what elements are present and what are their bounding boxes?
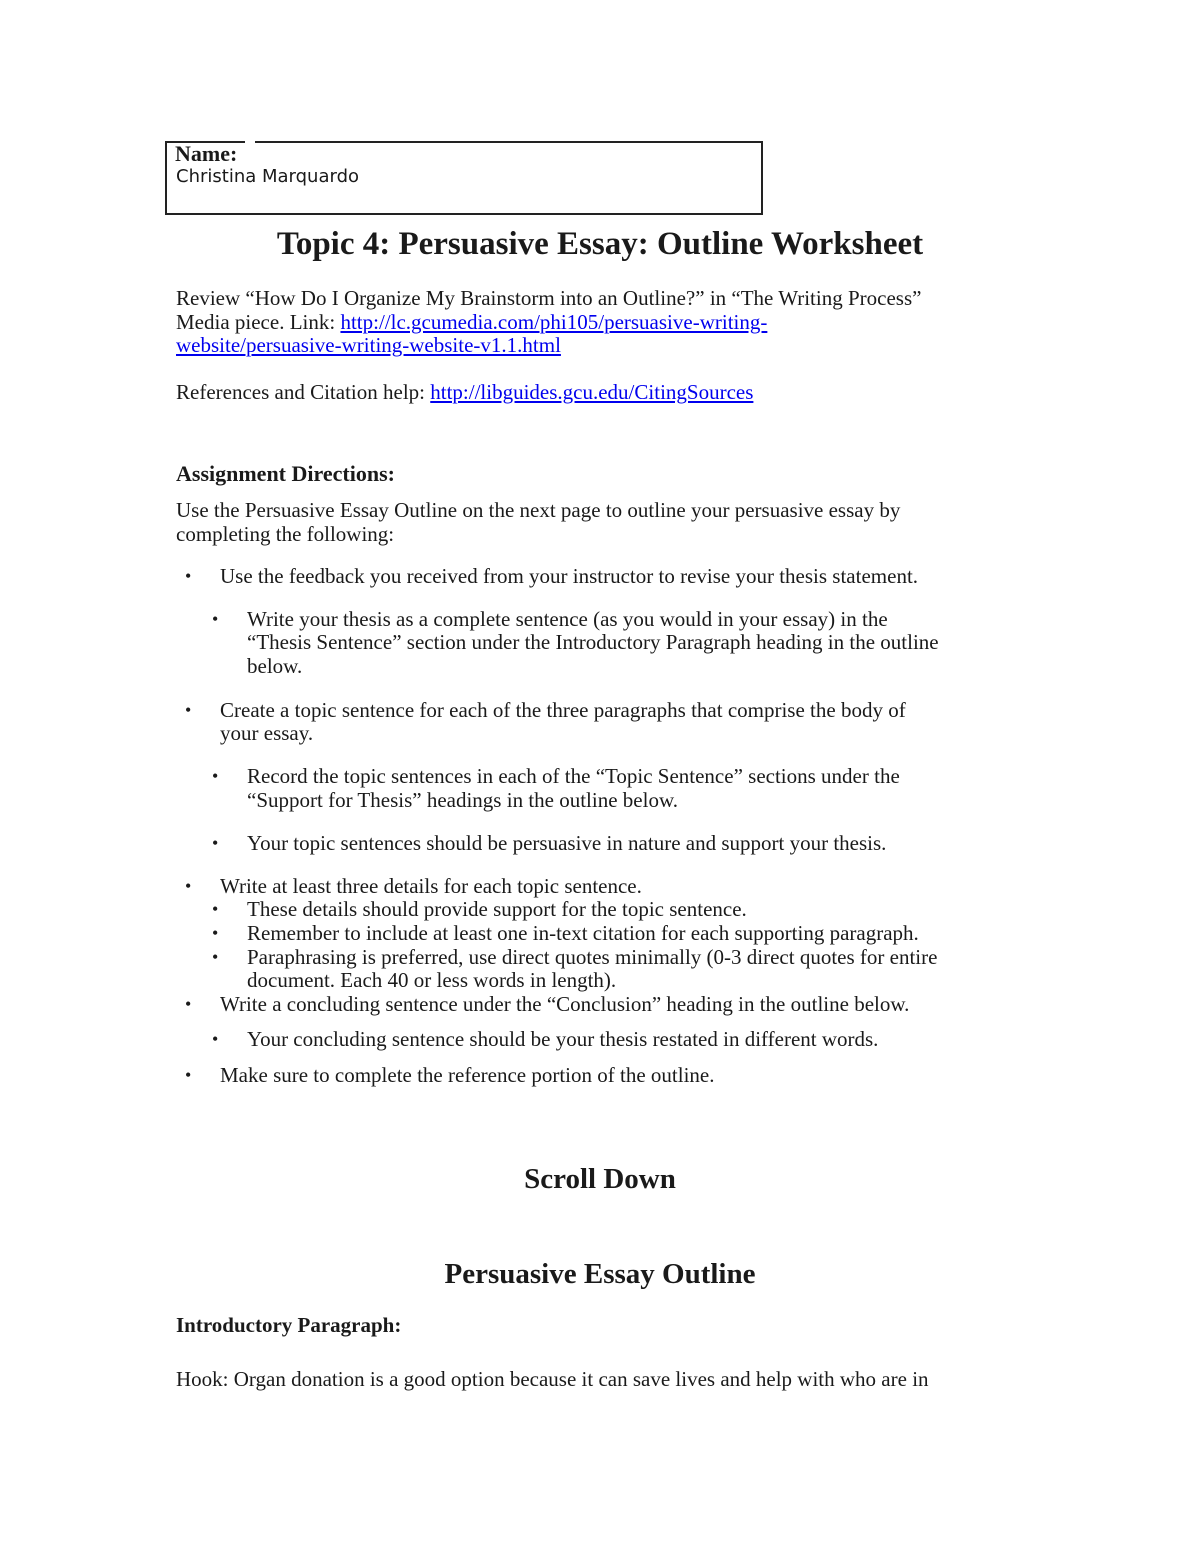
bullet-5: Make sure to complete the reference portion of the outline. — [220, 1063, 715, 1087]
bullet-3c-line-2: document. Each 40 or less words in length). — [247, 968, 617, 992]
bullet-icon: • — [212, 766, 219, 786]
bullet-icon: • — [212, 833, 219, 853]
directions-intro-1: Use the Persuasive Essay Outline on the next page to outline your persuasive essay by — [176, 498, 901, 522]
bullet-2-line-2: your essay. — [220, 721, 314, 745]
intro-paragraph-heading: Introductory Paragraph: — [176, 1313, 402, 1337]
bullet-2b: Your topic sentences should be persuasive in nature and support your thesis. — [247, 831, 887, 855]
writing-process-link[interactable]: http://lc.gcumedia.com/phi105/persuasive-writing- — [340, 310, 768, 334]
bullet-4: Write a concluding sentence under the “Conclusion” heading in the outline below. — [220, 992, 910, 1016]
bullet-2-line-1: Create a topic sentence for each of the three paragraphs that comprise the body of — [220, 698, 906, 722]
bullet-icon: • — [212, 899, 219, 919]
directions-intro-2: completing the following: — [176, 522, 395, 546]
bullet-2a-line-1: Record the topic sentences in each of the “Topic Sentence” sections under the — [247, 764, 900, 788]
review-line-2-prefix: Media piece. Link: — [176, 310, 341, 334]
bullet-icon: • — [185, 566, 192, 586]
page-title: Topic 4: Persuasive Essay: Outline Worksheet — [276, 226, 924, 262]
bullet-icon: • — [185, 1065, 192, 1085]
scroll-down-heading: Scroll Down — [524, 1163, 676, 1195]
bullet-icon: • — [185, 876, 192, 896]
bullet-icon: • — [212, 923, 219, 943]
bullet-3: Write at least three details for each topic sentence. — [220, 874, 642, 898]
review-line-2 — [176, 311, 767, 334]
bullet-1a-line-2: “Thesis Sentence” section under the Introductory Paragraph heading in the outline — [247, 630, 939, 654]
citing-sources-link[interactable]: http://libguides.gcu.edu/CitingSources — [430, 380, 754, 404]
references-line — [176, 381, 753, 404]
name-value[interactable]: Christina Marquardo — [176, 166, 360, 187]
bullet-icon: • — [212, 1029, 219, 1049]
bullet-1a-line-1: Write your thesis as a complete sentence (as you would in your essay) in the — [247, 607, 888, 631]
bullet-icon: • — [185, 700, 192, 720]
references-prefix: References and Citation help: — [176, 380, 431, 404]
bullet-2a-line-2: “Support for Thesis” headings in the outline below. — [247, 788, 679, 812]
bullet-icon: • — [212, 947, 219, 967]
hook-line[interactable]: Hook: Organ donation is a good option because it can save lives and help with who are in — [176, 1367, 929, 1391]
directions-heading: Assignment Directions: — [176, 461, 395, 486]
bullet-icon: • — [185, 994, 192, 1014]
bullet-1a-line-3: below. — [247, 654, 303, 678]
writing-process-link-cont[interactable]: website/persuasive-writing-website-v1.1.html — [176, 333, 561, 357]
outline-heading: Persuasive Essay Outline — [444, 1258, 756, 1290]
bullet-3c-line-1: Paraphrasing is preferred, use direct quotes minimally (0-3 direct quotes for entire — [247, 945, 938, 969]
name-label: Name: — [175, 141, 238, 166]
bullet-icon: • — [212, 609, 219, 629]
bullet-3b: Remember to include at least one in-text citation for each supporting paragraph. — [247, 921, 919, 945]
bullet-3a: These details should provide support for the topic sentence. — [247, 897, 747, 921]
review-line-1: Review “How Do I Organize My Brainstorm into an Outline?” in “The Writing Process” — [176, 286, 922, 310]
bullet-1: Use the feedback you received from your instructor to revise your thesis statement. — [220, 564, 919, 588]
bullet-4a: Your concluding sentence should be your thesis restated in different words. — [247, 1027, 879, 1051]
review-line-3 — [176, 334, 561, 357]
